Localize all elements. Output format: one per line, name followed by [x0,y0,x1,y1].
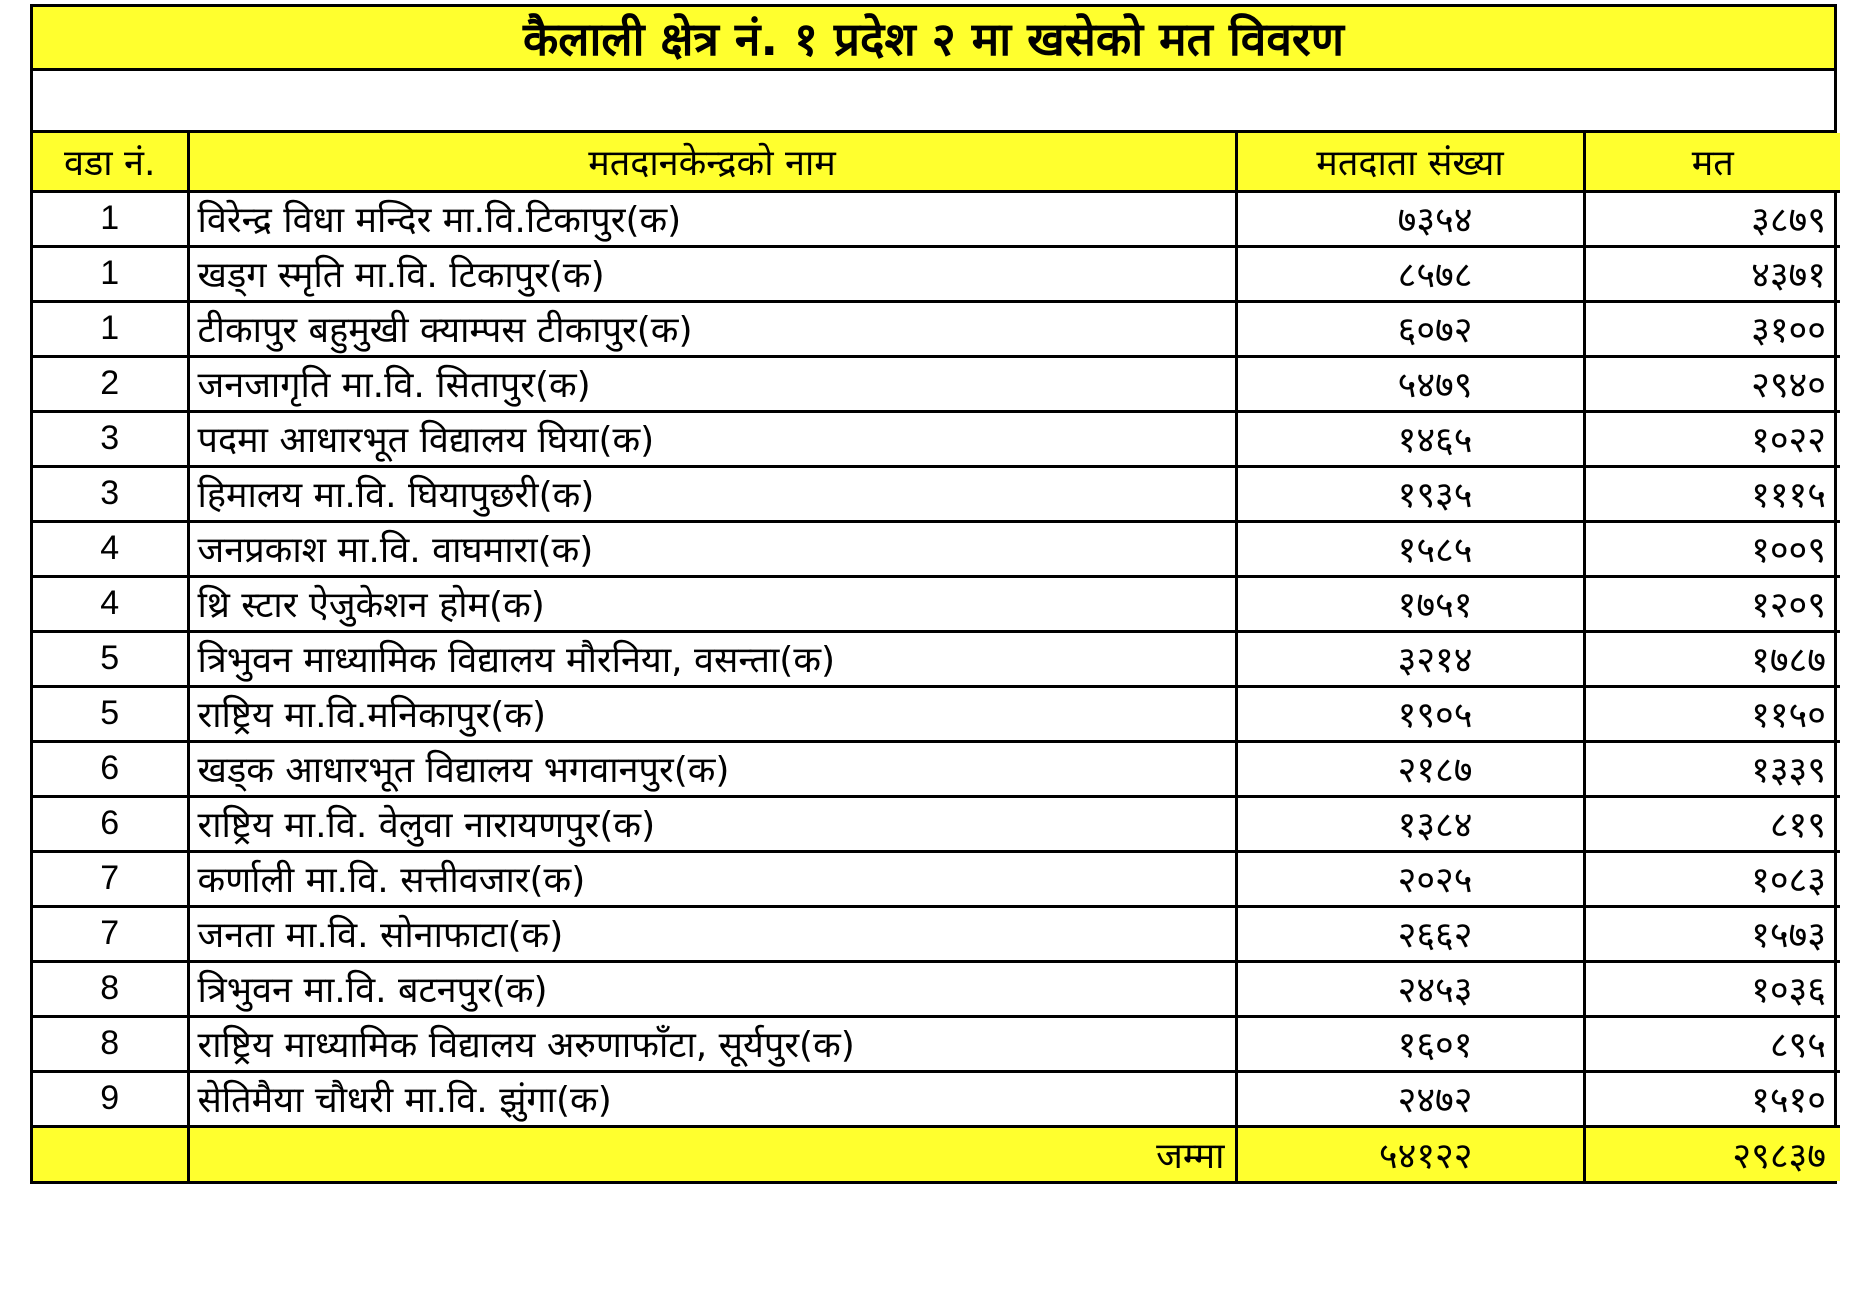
table-row [33,301,1840,356]
table-row [33,631,1840,686]
vote-count-cell: १०२२ [1584,411,1840,466]
vote-count-cell: ८९५ [1584,1016,1840,1071]
table-row [33,686,1840,741]
vote-count-cell: १७८७ [1584,631,1840,686]
voter-count-cell: ३२१४ [1236,631,1584,686]
blank-row [33,71,1834,133]
polling-center-name-cell: जनजागृति मा.वि. सितापुर(क) [188,356,1236,411]
table-row [33,741,1840,796]
polling-center-name-cell: त्रिभुवन माध्यामिक विद्यालय मौरनिया, वसन्ता(क) [188,631,1236,686]
polling-center-name-cell: थ्रि स्टार ऐजुकेशन होम(क) [188,576,1236,631]
vote-count-cell: १०८३ [1584,851,1840,906]
voter-count-cell: २४७२ [1236,1071,1584,1126]
voter-count-cell: २०२५ [1236,851,1584,906]
ward-number-cell: 6 [33,796,188,851]
header-voter-count: मतदाता संख्या [1236,133,1584,191]
vote-count-cell: १५७३ [1584,906,1840,961]
ward-number-cell: 5 [33,686,188,741]
voter-count-cell: ६०७२ [1236,301,1584,356]
table-row [33,356,1840,411]
ward-number-cell: 3 [33,466,188,521]
ward-number-cell: 8 [33,961,188,1016]
polling-center-name-cell: टीकापुर बहुमुखी क्याम्पस टीकापुर(क) [188,301,1236,356]
table-row [33,906,1840,961]
vote-count-cell: ४३७१ [1584,246,1840,301]
total-voter-count: ५४१२२ [1236,1126,1584,1181]
polling-center-name-cell: सेतिमैया चौधरी मा.वि. झुंगा(क) [188,1071,1236,1126]
ward-number-cell: 9 [33,1071,188,1126]
vote-count-cell: ३१०० [1584,301,1840,356]
table-row [33,246,1840,301]
vote-count-cell: १२०९ [1584,576,1840,631]
ward-number-cell: 6 [33,741,188,796]
vote-table [33,133,1840,1181]
polling-center-name-cell: हिमालय मा.वि. घियापुछरी(क) [188,466,1236,521]
total-label: जम्मा [188,1126,1236,1181]
ward-number-cell: 3 [33,411,188,466]
sheet-title: कैलाली क्षेत्र नं. १ प्रदेश २ मा खसेको मत विवरण [33,7,1834,71]
vote-count-cell: ८१९ [1584,796,1840,851]
header-votes: मत [1584,133,1840,191]
vote-count-cell: ३८७९ [1584,191,1840,246]
polling-center-name-cell: जनता मा.वि. सोनाफाटा(क) [188,906,1236,961]
table-row [33,1016,1840,1071]
vote-summary-sheet [30,4,1837,1184]
vote-count-cell: १११५ [1584,466,1840,521]
table-row [33,521,1840,576]
ward-number-cell: 1 [33,246,188,301]
ward-number-cell: 2 [33,356,188,411]
table-row [33,191,1840,246]
polling-center-name-cell: विरेन्द्र विधा मन्दिर मा.वि.टिकापुर(क) [188,191,1236,246]
ward-number-cell: 8 [33,1016,188,1071]
polling-center-name-cell: पदमा आधारभूत विद्यालय घिया(क) [188,411,1236,466]
ward-number-cell: 7 [33,906,188,961]
table-row [33,466,1840,521]
total-row [33,1126,1840,1181]
voter-count-cell: २४५३ [1236,961,1584,1016]
polling-center-name-cell: त्रिभुवन मा.वि. बटनपुर(क) [188,961,1236,1016]
voter-count-cell: ८५७८ [1236,246,1584,301]
total-votes: २९८३७ [1584,1126,1840,1181]
total-empty-cell [33,1126,188,1181]
ward-number-cell: 1 [33,301,188,356]
table-row [33,851,1840,906]
vote-count-cell: १३३९ [1584,741,1840,796]
voter-count-cell: १४६५ [1236,411,1584,466]
polling-center-name-cell: राष्ट्रिय मा.वि.मनिकापुर(क) [188,686,1236,741]
header-ward: वडा नं. [33,133,188,191]
table-row [33,411,1840,466]
voter-count-cell: १६०१ [1236,1016,1584,1071]
voter-count-cell: १९०५ [1236,686,1584,741]
polling-center-name-cell: राष्ट्रिय मा.वि. वेलुवा नारायणपुर(क) [188,796,1236,851]
voter-count-cell: २१८७ [1236,741,1584,796]
voter-count-cell: १५८५ [1236,521,1584,576]
vote-count-cell: २९४० [1584,356,1840,411]
ward-number-cell: 1 [33,191,188,246]
polling-center-name-cell: खड्ग स्मृति मा.वि. टिकापुर(क) [188,246,1236,301]
voter-count-cell: ५४७९ [1236,356,1584,411]
vote-count-cell: १५१० [1584,1071,1840,1126]
table-body [33,191,1840,1126]
voter-count-cell: १९३५ [1236,466,1584,521]
polling-center-name-cell: कर्णाली मा.वि. सत्तीवजार(क) [188,851,1236,906]
polling-center-name-cell: राष्ट्रिय माध्यामिक विद्यालय अरुणाफाँटा, सूर्यपुर(क) [188,1016,1236,1071]
vote-count-cell: १०३६ [1584,961,1840,1016]
table-header-row [33,133,1840,191]
voter-count-cell: २६६२ [1236,906,1584,961]
polling-center-name-cell: जनप्रकाश मा.वि. वाघमारा(क) [188,521,1236,576]
vote-count-cell: ११५० [1584,686,1840,741]
ward-number-cell: 7 [33,851,188,906]
vote-count-cell: १००९ [1584,521,1840,576]
ward-number-cell: 4 [33,576,188,631]
ward-number-cell: 4 [33,521,188,576]
header-center-name: मतदानकेन्द्रको नाम [188,133,1236,191]
ward-number-cell: 5 [33,631,188,686]
table-row [33,796,1840,851]
voter-count-cell: १७५१ [1236,576,1584,631]
polling-center-name-cell: खड्क आधारभूत विद्यालय भगवानपुर(क) [188,741,1236,796]
table-row [33,1071,1840,1126]
table-row [33,576,1840,631]
voter-count-cell: १३८४ [1236,796,1584,851]
voter-count-cell: ७३५४ [1236,191,1584,246]
table-row [33,961,1840,1016]
